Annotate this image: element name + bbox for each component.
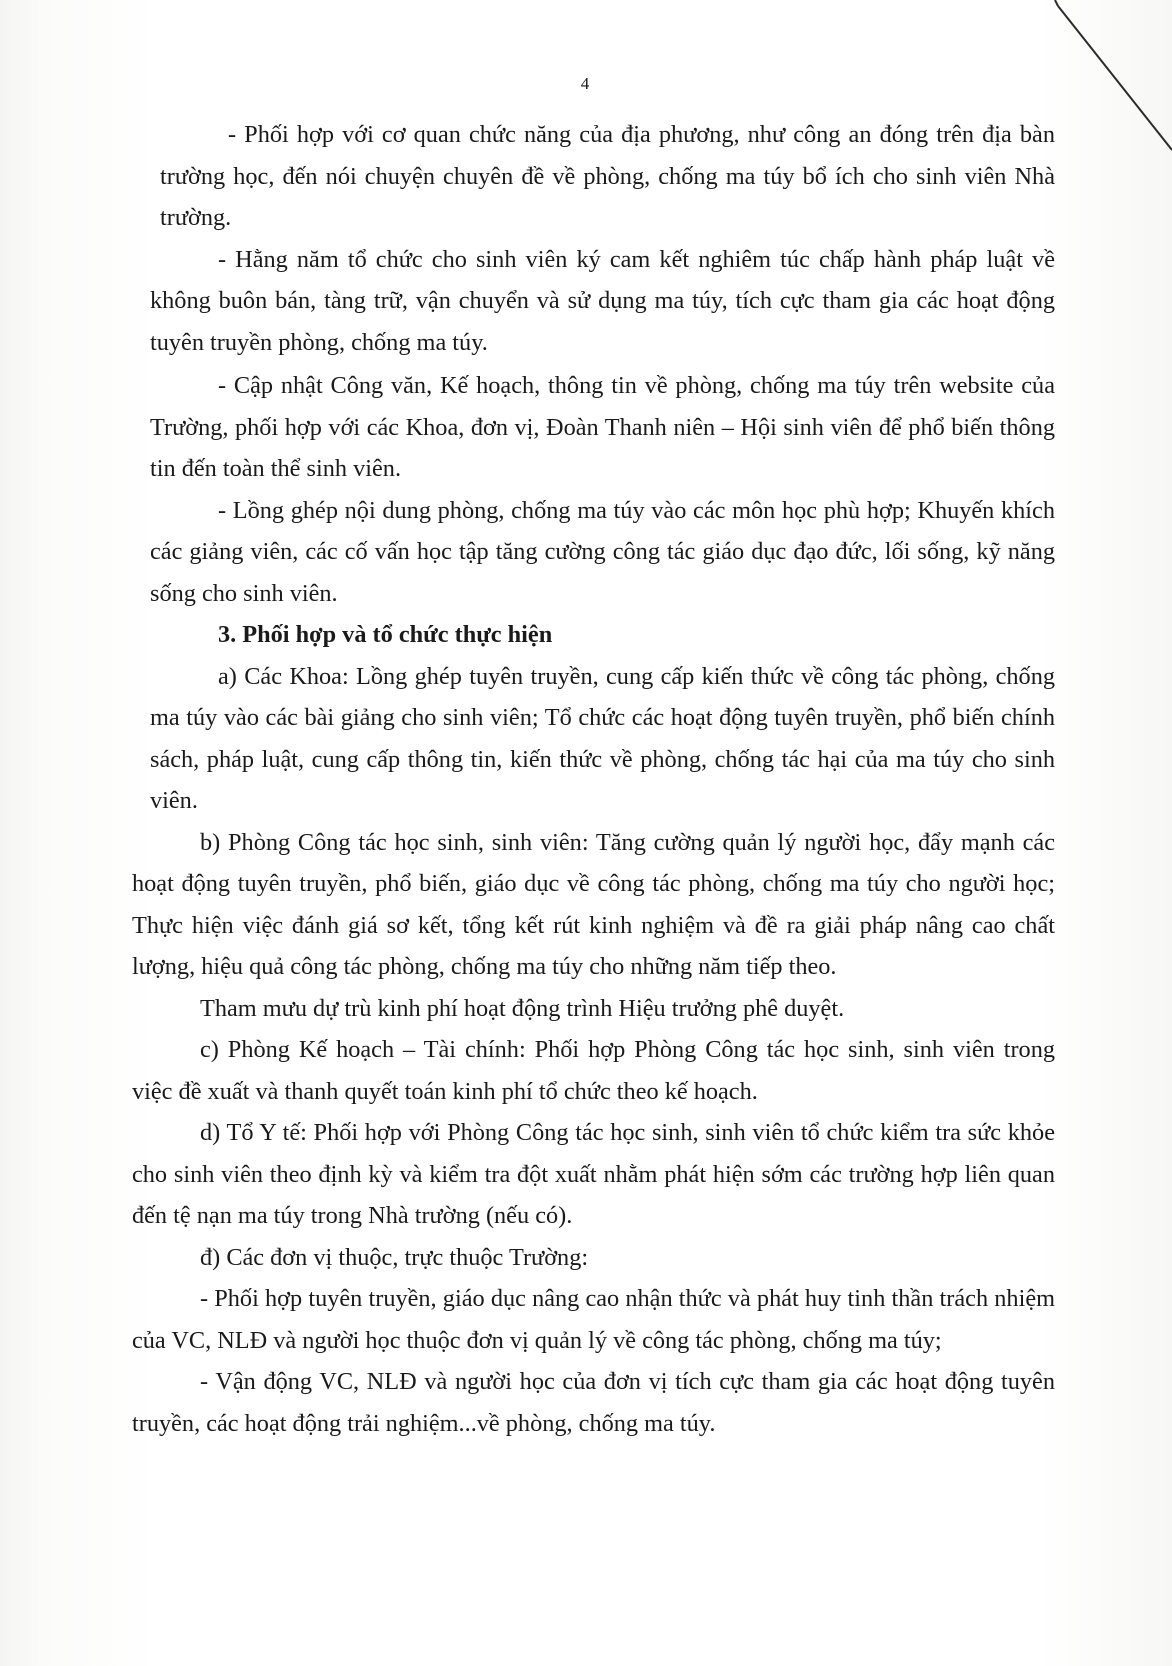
section-item-d: d) Tổ Y tế: Phối hợp với Phòng Công tác học sinh, sinh viên tổ chức kiểm tra sức khỏe cho sinh viên theo định kỳ và kiểm tra đột xuất nhằm phát hiện sớm các trường hợp liên quan đến tệ nạn ma túy trong Nhà trường (nếu có). [132,1119,1055,1229]
bullet-paragraph: - Hằng năm tổ chức cho sinh viên ký cam kết nghiêm túc chấp hành pháp luật về không buôn bán, tàng trữ, vận chuyển và sử dụng ma túy, tích cực tham gia các hoạt động tuyên truyền phòng, chống ma túy. [150,245,1055,356]
section-item-b: b) Phòng Công tác học sinh, sinh viên: Tăng cường quản lý người học, đẩy mạnh các hoạt động tuyên truyền, phổ biến, giáo dục về công tác phòng, chống ma túy cho người học; Thực hiện việc đánh giá sơ kết, tổng kết rút kinh nghiệm và đề ra giải pháp nâng cao chất lượng, hiệu quả công tác phòng, chống ma túy cho những năm tiếp theo. [132,828,1055,980]
section-item-dd-bullet-1: - Phối hợp tuyên truyền, giáo dục nâng cao nhận thức và phát huy tinh thần trách nhiệm của VC, NLĐ và người học thuộc đơn vị quản lý về công tác phòng, chống ma túy; [132,1285,1055,1354]
section-item-c: c) Phòng Kế hoạch – Tài chính: Phối hợp Phòng Công tác học sinh, sinh viên trong việc đề xuất và thanh quyết toán kinh phí tổ chức theo kế hoạch. [132,1036,1055,1105]
bullet-paragraph: - Phối hợp với cơ quan chức năng của địa phương, như công an đóng trên địa bàn trường học, đến nói chuyện chuyên đề về phòng, chống ma túy bổ ích cho sinh viên Nhà trường. [160,121,1055,231]
section-item-dd: đ) Các đơn vị thuộc, trực thuộc Trường: [200,1243,589,1271]
section-item-a: a) Các Khoa: Lồng ghép tuyên truyền, cung cấp kiến thức về công tác phòng, chống ma túy vào các bài giảng cho sinh viên; Tổ chức các hoạt động tuyên truyền, phổ biến chính sách, pháp luật, cung cấp thông tin, kiến thức về phòng, chống tác hại của ma túy cho sinh viên. [150,662,1055,814]
bullet-paragraph: - Cập nhật Công văn, Kế hoạch, thông tin về phòng, chống ma túy trên website của Trường, phối hợp với các Khoa, đơn vị, Đoàn Thanh niên – Hội sinh viên để phổ biến thông tin đến toàn thể sinh viên. [150,372,1055,482]
section-heading: 3. Phối hợp và tổ chức thực hiện [218,621,553,648]
page-number: 4 [580,74,590,93]
section-item-dd-bullet-2: - Vận động VC, NLĐ và người học của đơn vị tích cực tham gia các hoạt động tuyên truyền, các hoạt động trải nghiệm...về phòng, chống ma túy. [132,1368,1055,1437]
document-body [132,114,1055,1444]
bullet-paragraph: - Lồng ghép nội dung phòng, chống ma túy vào các môn học phù hợp; Khuyến khích các giảng viên, các cố vấn học tập tăng cường công tác giáo dục đạo đức, lối sống, kỹ năng sống cho sinh viên. [150,496,1055,607]
section-item-b-note: Tham mưu dự trù kinh phí hoạt động trình Hiệu trưởng phê duyệt. [200,994,845,1022]
